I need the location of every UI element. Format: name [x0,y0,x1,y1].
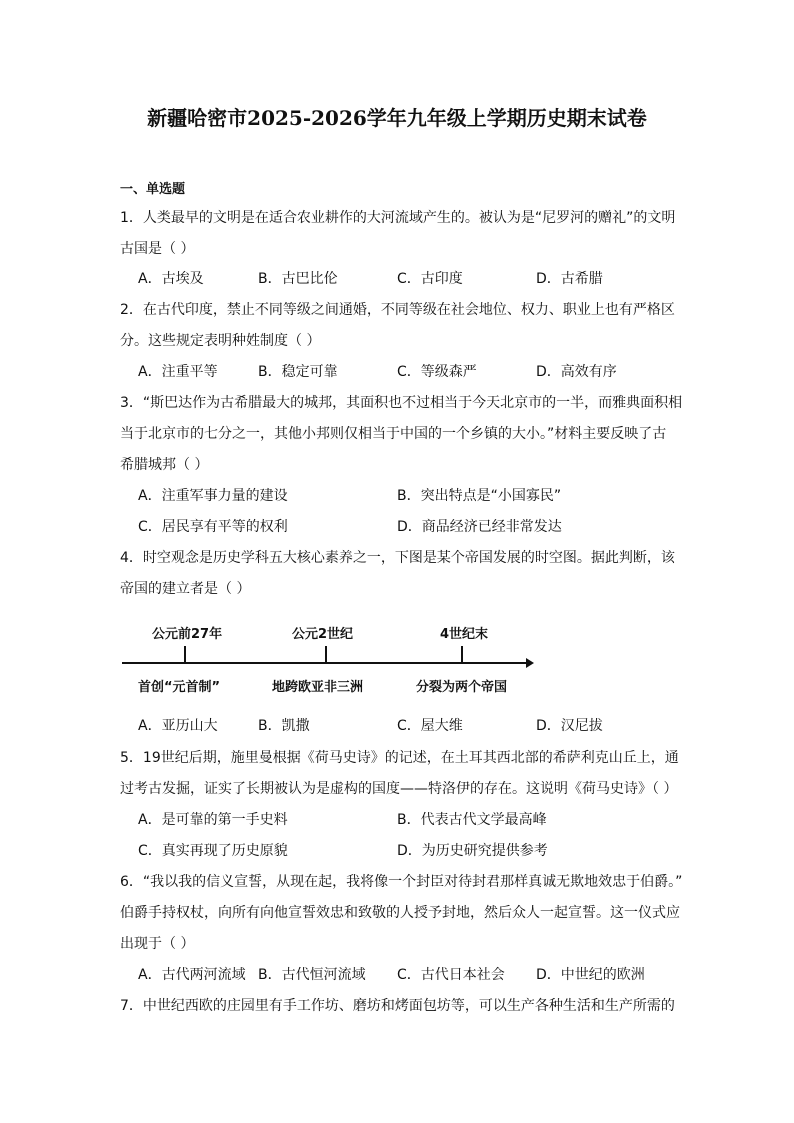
q3-option-c: C．居民享有平等的权利 [138,519,288,535]
page-title: 新疆哈密市2025-2026学年九年级上学期历史期末试卷 [147,106,647,130]
question-1-line-2: 古国是（ ） [120,241,195,257]
question-6-line-3: 出现于（ ） [120,936,195,952]
q4-option-b: B．凯撒 [258,718,310,734]
timeline-top-label-1: 公元前27年 [152,627,223,642]
q1-option-b: B．古巴比伦 [258,271,338,287]
q1-option-d: D．古希腊 [536,271,603,287]
timeline-bottom-label-2: 地跨欧亚非三洲 [272,680,364,695]
question-2-line-2: 分。这些规定表明种姓制度（ ） [120,333,321,349]
timeline-top-label-2: 公元2世纪 [292,627,354,642]
timeline-arrow [526,658,534,668]
question-2-line-1: 2．在古代印度，禁止不同等级之间通婚，不同等级在社会地位、权力、职业上也有严格区 [120,302,675,318]
q3-option-b: B．突出特点是“小国寡民” [397,488,562,504]
question-3-line-2: 当于北京市的七分之一，其他小邦则仅相当于中国的一个乡镇的大小。”材料主要反映了古 [120,426,667,442]
question-4-line-2: 帝国的建立者是（ ） [120,581,251,597]
q5-option-d: D．为历史研究提供参考 [397,843,548,859]
question-3-line-3: 希腊城邦（ ） [120,457,209,473]
timeline-bottom-label-1: 首创“元首制” [138,680,221,695]
q6-option-c: C．古代日本社会 [397,967,505,983]
q4-option-a: A．亚历山大 [138,718,218,734]
section-heading: 一、单选题 [120,182,186,197]
question-6-line-1: 6．“我以我的信义宣誓，从现在起，我将像一个封臣对待封君那样真诚无欺地效忠于伯爵。” [120,874,683,890]
q1-option-c: C．古印度 [397,271,463,287]
question-7-line-1: 7．中世纪西欧的庄园里有手工作坊、磨坊和烤面包坊等，可以生产各种生活和生产所需的 [120,998,675,1014]
q6-option-b: B．古代恒河流域 [258,967,366,983]
question-1-line-1: 1．人类最早的文明是在适合农业耕作的大河流域产生的。被认为是“尼罗河的赠礼”的文明 [120,210,676,226]
q6-option-a: A．古代两河流域 [138,967,246,983]
q6-option-d: D．中世纪的欧洲 [536,967,645,983]
question-5-line-1: 5．19世纪后期，施里曼根据《荷马史诗》的记述，在土耳其西北部的希萨利克山丘上，通 [120,750,679,766]
q1-option-a: A．古埃及 [138,271,204,287]
q4-option-c: C．屋大维 [397,718,463,734]
q5-option-b: B．代表古代文学最高峰 [397,812,547,828]
question-3-line-1: 3．“斯巴达作为古希腊最大的城邦，其面积也不过相当于今天北京市的一半，而雅典面积相 [120,395,683,411]
q5-option-a: A．是可靠的第一手史料 [138,812,288,828]
q5-option-c: C．真实再现了历史原貌 [138,843,288,859]
q3-option-d: D．商品经济已经非常发达 [397,519,562,535]
timeline-diagram [118,610,538,700]
q2-option-d: D．高效有序 [536,364,617,380]
question-5-line-2: 过考古发掘，证实了长期被认为是虚构的国度——特洛伊的存在。这说明《荷马史诗》（ ） [120,781,678,797]
q3-option-a: A．注重军事力量的建设 [138,488,288,504]
question-6-line-2: 伯爵手持权杖，向所有向他宣誓效忠和致敬的人授予封地，然后众人一起宣誓。这一仪式应 [120,905,680,921]
q4-option-d: D．汉尼拔 [536,718,603,734]
timeline-bottom-label-3: 分裂为两个帝国 [416,680,508,695]
q2-option-a: A．注重平等 [138,364,218,380]
timeline-top-label-3: 4世纪末 [440,627,489,642]
q2-option-b: B．稳定可靠 [258,364,338,380]
question-4-line-1: 4．时空观念是历史学科五大核心素养之一，下图是某个帝国发展的时空图。据此判断，该 [120,550,675,566]
q2-option-c: C．等级森严 [397,364,477,380]
